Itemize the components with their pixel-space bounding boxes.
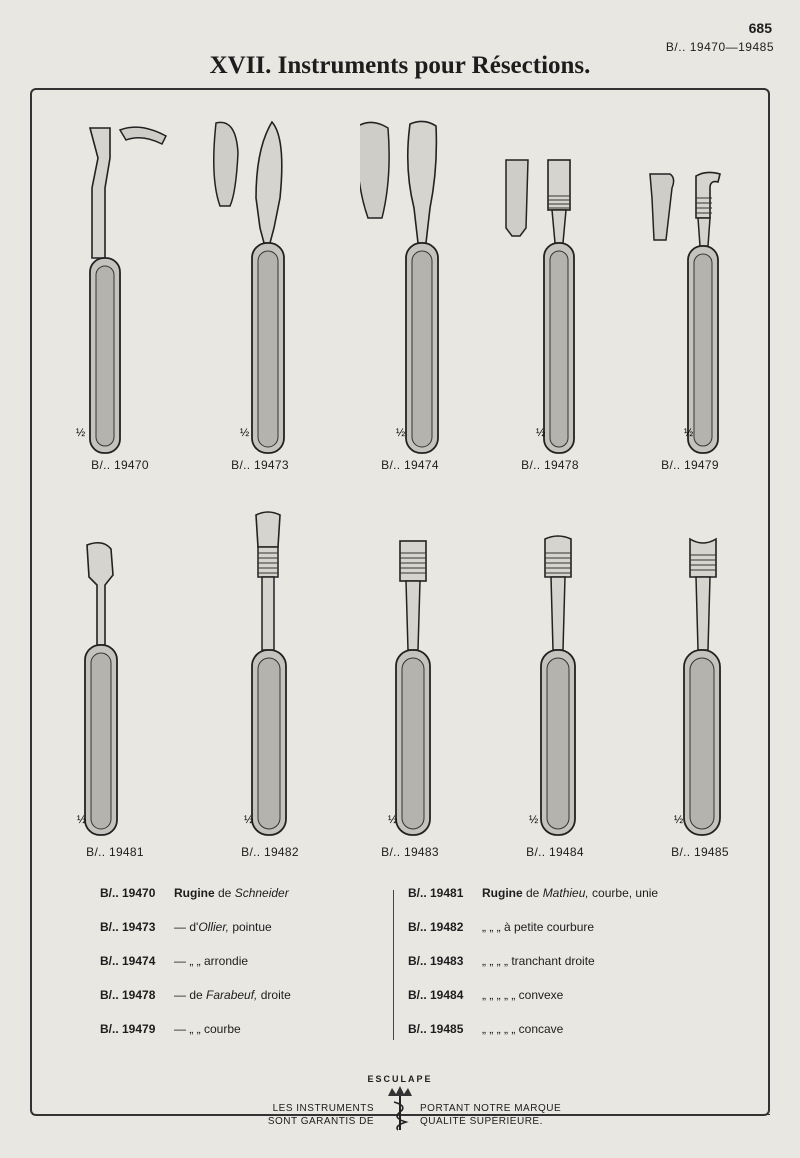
raspatory-illustration: [360, 118, 460, 458]
legend-item: B/.. 19481 Rugine de Mathieu, courbe, unie: [408, 886, 659, 900]
raspatory-illustration: [360, 505, 460, 845]
instrument-19479: [640, 118, 740, 478]
raspatory-illustration: [505, 505, 605, 845]
catalog-number: B/.. 19473: [231, 458, 289, 472]
raspatory-illustration: [500, 118, 600, 458]
legend-item: B/.. 19478 — de Farabeuf, droite: [100, 988, 291, 1002]
footer-text-right: PORTANT NOTRE MARQUE QUALITÉ SUPÉRIEURE.: [420, 1103, 562, 1127]
instrument-19473: [210, 118, 310, 478]
footer-rule: [548, 1114, 770, 1115]
legend-number: B/.. 19478: [100, 988, 156, 1002]
legend-name: Rugine: [482, 886, 523, 900]
footer: [0, 1070, 800, 1130]
raspatory-illustration: [70, 118, 170, 458]
legend-item: B/.. 19474 — „ „ arrondie: [100, 954, 249, 968]
catalog-number: B/.. 19485: [671, 845, 729, 859]
caduceus-logo-icon: [380, 1082, 420, 1132]
legend-number: B/.. 19474: [100, 954, 156, 968]
instrument-row-1: [30, 118, 770, 478]
footer-rule: [32, 1114, 254, 1115]
catalog-number: B/.. 19482: [241, 845, 299, 859]
instrument-19485: [650, 505, 750, 865]
legend-number: B/.. 19482: [408, 920, 464, 934]
catalog-number: B/.. 19478: [521, 458, 579, 472]
legend-item: B/.. 19485 „ „ „ „ „ concave: [408, 1022, 564, 1036]
legend-item: B/.. 19473 — d'Ollier, pointue: [100, 920, 272, 934]
legend-item: B/.. 19470 Rugine de Schneider: [100, 886, 289, 900]
catalog-number: B/.. 19483: [381, 845, 439, 859]
raspatory-illustration: [210, 118, 310, 458]
svg-text:½: ½: [388, 814, 398, 826]
footer-text-left: LES INSTRUMENTS SONT GARANTIS DE: [267, 1103, 374, 1127]
catalog-number: B/.. 19484: [526, 845, 584, 859]
legend-number: B/.. 19473: [100, 920, 156, 934]
svg-text:½: ½: [77, 814, 87, 826]
page-number: 685: [748, 20, 772, 36]
svg-text:½: ½: [240, 427, 250, 439]
legend-item: B/.. 19479 — „ „ courbe: [100, 1022, 241, 1036]
catalog-number: B/.. 19474: [381, 458, 439, 472]
instrument-19482: [220, 505, 320, 865]
catalog-range: B/.. 19470—19485: [665, 40, 774, 54]
page-title: XVII. Instruments pour Résections.: [209, 52, 591, 79]
legend-item: B/.. 19484 „ „ „ „ „ convexe: [408, 988, 564, 1002]
instrument-19474: [360, 118, 460, 478]
legend-number: B/.. 19481: [408, 886, 464, 900]
legend-item: B/.. 19482 „ „ „ à petite courbure: [408, 920, 595, 934]
raspatory-illustration: [65, 505, 165, 845]
legend-name: Rugine: [174, 886, 215, 900]
instrument-row-2: [30, 505, 770, 865]
catalog-number: B/.. 19479: [661, 458, 719, 472]
scale-mark: ½: [76, 427, 86, 439]
svg-text:½: ½: [536, 427, 546, 439]
svg-text:½: ½: [684, 427, 694, 439]
legend-number: B/.. 19483: [408, 954, 464, 968]
catalog-number: B/.. 19481: [86, 845, 144, 859]
legend-number: B/.. 19479: [100, 1022, 156, 1036]
instrument-19481: [65, 505, 165, 865]
svg-text:½: ½: [396, 427, 406, 439]
svg-text:½: ½: [674, 814, 684, 826]
instrument-19478: [500, 118, 600, 478]
raspatory-illustration: [220, 505, 320, 845]
legend-number: B/.. 19470: [100, 886, 156, 900]
svg-text:½: ½: [244, 814, 254, 826]
instrument-19470: [70, 118, 170, 478]
svg-text:½: ½: [529, 814, 539, 826]
legend-item: B/.. 19483 „ „ „ „ tranchant droite: [408, 954, 595, 968]
legend-right: [408, 886, 738, 1056]
legend-number: B/.. 19484: [408, 988, 464, 1002]
raspatory-illustration: [640, 118, 740, 458]
brand-name: ESCULAPE: [367, 1074, 433, 1084]
legend-left: [100, 886, 400, 1056]
legend-divider: [393, 890, 394, 1040]
raspatory-illustration: [650, 505, 750, 845]
instrument-19483: [360, 505, 460, 865]
instrument-19484: [505, 505, 605, 865]
catalog-number: B/.. 19470: [91, 458, 149, 472]
legend-number: B/.. 19485: [408, 1022, 464, 1036]
